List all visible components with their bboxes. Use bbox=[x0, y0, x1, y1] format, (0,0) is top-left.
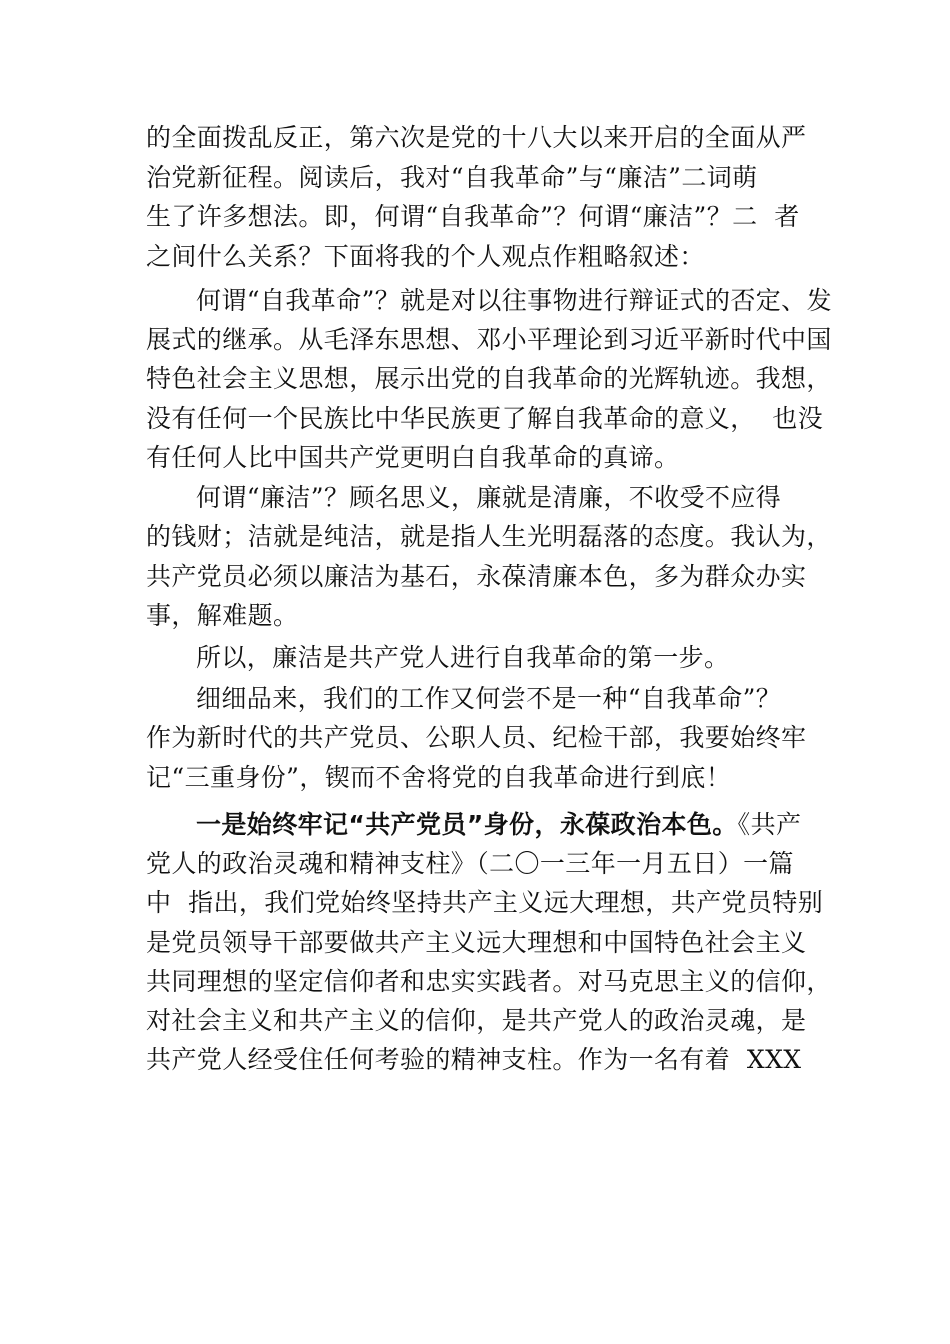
text-line: 对社会主义和共产主义的信仰，是共产党人的政治灵魂，是 bbox=[146, 1006, 807, 1035]
text-line: 细细品来，我们的工作又何尝不是一种“自我革命”？ bbox=[196, 684, 782, 713]
text-line: 之间什么关系？下面将我的个人观点作粗略叙述： bbox=[146, 242, 705, 271]
text-line: 有任何人比中国共产党更明白自我革命的真谛。 bbox=[146, 443, 680, 472]
text-line: 展式的继承。从毛泽东思想、邓小平理论到习近平新时代中国 bbox=[146, 325, 832, 354]
text-line: 中 指出，我们党始终坚持共产主义远大理想，共产党员特别 bbox=[146, 888, 824, 917]
text-line: 共产党员必须以廉洁为基石，永葆清廉本色，多为群众办实 bbox=[146, 562, 807, 591]
text-line: 生了许多想法。即，何谓“自我革命”？何谓“廉洁”？二 者 bbox=[146, 202, 800, 231]
text-line: 所以，廉洁是共产党人进行自我革命的第一步。 bbox=[196, 643, 730, 672]
text-line: 特色社会主义思想，展示出党的自我革命的光辉轨迹。我想， bbox=[146, 364, 832, 393]
heading-continuation: 《共产 bbox=[737, 810, 802, 839]
text-line: 是党员领导干部要做共产主义远大理想和中国特色社会主义 bbox=[146, 928, 807, 957]
text-line: 共同理想的坚定信仰者和忠实实践者。对马克思主义的信仰， bbox=[146, 967, 832, 996]
text-line: 党人的政治灵魂和精神支柱》（二〇一三年一月五日）一篇 bbox=[146, 849, 794, 878]
text-line: 事，解难题。 bbox=[146, 601, 299, 630]
text-line: 共产党人经受住任何考验的精神支柱。作为一名有着 XXX bbox=[146, 1045, 802, 1074]
text-line: 的钱财；洁就是纯洁，就是指人生光明磊落的态度。我认为， bbox=[146, 522, 832, 551]
text-line: 治党新征程。阅读后，我对“自我革命”与“廉洁”二词萌 bbox=[146, 163, 758, 192]
text-line: 何谓“廉洁”？顾名思义，廉就是清廉，不收受不应得 bbox=[196, 483, 782, 512]
heading-line bbox=[196, 807, 801, 843]
text-line: 作为新时代的共产党员、公职人员、纪检干部，我要始终牢 bbox=[146, 723, 807, 752]
text-line: 记“三重身份”，锲而不舍将党的自我革命进行到底！ bbox=[146, 763, 732, 792]
bold-heading: 一是始终牢记“共产党员”身份，永葆政治本色。 bbox=[196, 810, 738, 839]
text-line: 没有任何一个民族比中华民族更了解自我革命的意义， 也没 bbox=[146, 404, 824, 433]
text-line: 何谓“自我革命”？就是对以往事物进行辩证式的否定、发 bbox=[196, 286, 832, 315]
text-line: 的全面拨乱反正，第六次是党的十八大以来开启的全面从严 bbox=[146, 123, 807, 152]
